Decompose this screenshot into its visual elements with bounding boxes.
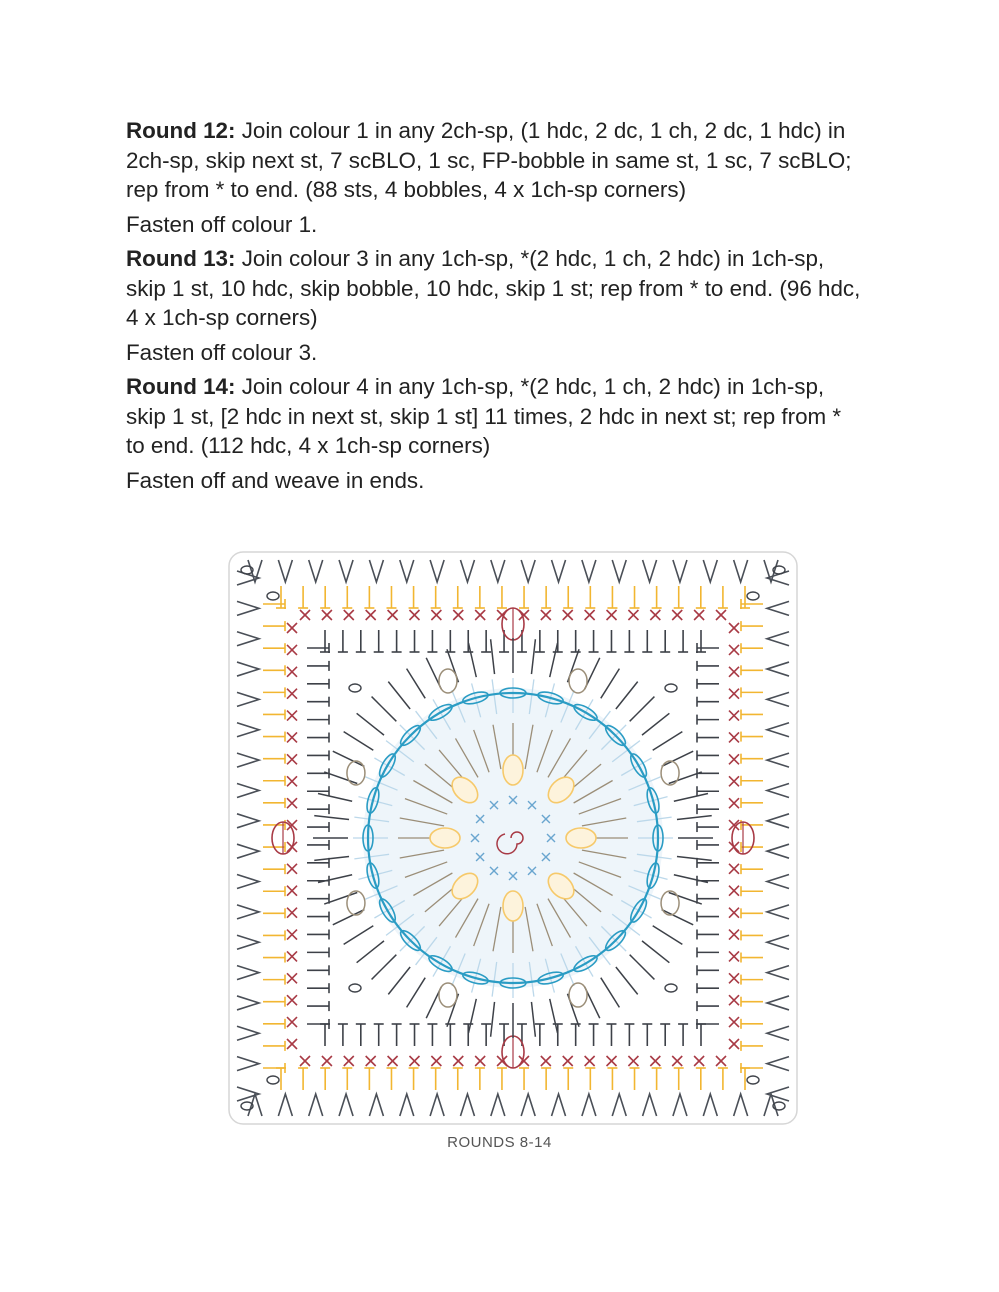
radial-stitch-outer [531, 1002, 535, 1037]
radial-stitch-outer [388, 967, 410, 994]
fasten-off-colour-3 [126, 338, 866, 368]
radial-stitch-outer [642, 713, 669, 735]
corner-chain [349, 684, 361, 692]
round-14-stitch [767, 966, 789, 980]
round-14-stitch [430, 1094, 444, 1116]
corner-chain [747, 1076, 759, 1084]
round-14-stitch [767, 662, 789, 676]
round-14-stitch [673, 1094, 687, 1116]
radial-stitch-outer [642, 941, 669, 963]
round-14-stitch [237, 692, 259, 706]
radial-stitch-outer [388, 682, 410, 709]
radial-stitch-outer [674, 793, 708, 801]
radial-stitch-outer [372, 697, 397, 722]
round-14-stitch [552, 560, 566, 582]
round-14-stitch [703, 1094, 717, 1116]
corner-chain [747, 592, 759, 600]
corner-chain [665, 984, 677, 992]
tan-bobble [661, 891, 679, 915]
radial-stitch-outer [318, 875, 352, 883]
round-14-stitch [734, 1094, 748, 1116]
radial-stitch-outer [653, 732, 683, 751]
radial-stitch-outer [333, 910, 365, 925]
radial-stitch-outer [531, 639, 535, 674]
round-13-text: Join colour 3 in any 1ch-sp, *(2 hdc, 1 ch, 2 hdc) in 1ch-sp, skip 1 st, 10 hdc, skip bobble, 10 hdc, skip 1 st; rep from * to end. (96 hdc, 4 x 1ch-sp corners) [126, 246, 861, 330]
fasten-off-colour-1-text: Fasten off colour 1. [126, 211, 318, 237]
round-14-stitch [309, 560, 323, 582]
round-14-stitch [339, 560, 353, 582]
diagram-caption: ROUNDS 8-14 [447, 1134, 552, 1151]
radial-stitch-outer [318, 793, 352, 801]
yellow-petal [503, 891, 523, 921]
round-13-label: Round 13: [126, 246, 236, 271]
radial-stitch-outer [468, 643, 476, 677]
radial-stitch-outer [407, 978, 426, 1008]
radial-stitch-outer [662, 751, 694, 766]
radial-stitch-outer [601, 669, 620, 699]
round-14-stitch [339, 1094, 353, 1116]
tan-bobble [439, 983, 457, 1007]
radial-stitch-outer [616, 967, 638, 994]
round-14-stitch [767, 844, 789, 858]
round-14-stitch [767, 935, 789, 949]
radial-stitch-outer [630, 697, 655, 722]
round-14-stitch [767, 783, 789, 797]
radial-stitch-outer [674, 875, 708, 883]
round-12-label: Round 12: [126, 118, 236, 143]
yellow-petal [566, 828, 596, 848]
round-14-stitch [767, 1026, 789, 1040]
round-14-stitch [491, 560, 505, 582]
tan-bobble [439, 669, 457, 693]
round-14-stitch [767, 875, 789, 889]
corner-chain [665, 684, 677, 692]
round-14-stitch [369, 1094, 383, 1116]
round-14-stitch [237, 632, 259, 646]
round-14-stitch [582, 1094, 596, 1116]
fasten-off-final [126, 466, 866, 496]
round-14-stitch [237, 966, 259, 980]
round-14-stitch [767, 753, 789, 767]
round-14-stitch [237, 723, 259, 737]
round-14-stitch [237, 601, 259, 615]
radial-stitch-outer [314, 856, 349, 860]
round-14-stitch [767, 601, 789, 615]
tan-bobble [569, 669, 587, 693]
round-12-paragraph [126, 116, 866, 205]
round-12-text: Join colour 1 in any 2ch-sp, (1 hdc, 2 dc, 1 ch, 2 dc, 1 hdc) in 2ch-sp, skip next st, 7 scBLO, 1 sc, FP-bobble in same st, 1 sc, 7 scBLO; rep from * to end. (88 sts, 4 bobbles, 4 x 1ch-sp corners) [126, 118, 852, 202]
radial-stitch-outer [662, 910, 694, 925]
crochet-chart-diagram [225, 548, 801, 1128]
corner-chain [349, 984, 361, 992]
round-14-stitch [430, 560, 444, 582]
round-14-stitch [767, 1057, 789, 1071]
round-14-stitch [767, 723, 789, 737]
yellow-petal [503, 755, 523, 785]
fasten-off-final-text: Fasten off and weave in ends. [126, 467, 425, 493]
round-14-stitch [237, 783, 259, 797]
radial-stitch-outer [550, 999, 558, 1033]
round-14-label: Round 14: [126, 374, 236, 399]
round-14-text: Join colour 4 in any 1ch-sp, *(2 hdc, 1 ch, 2 hdc) in 1ch-sp, skip 1 st, [2 hdc in next st, skip 1 st] 11 times, 2 hdc in next st; rep from * to end. (112 hdc, 4 x 1ch-sp corners) [126, 374, 842, 458]
tan-bobble [569, 983, 587, 1007]
round-14-stitch [237, 996, 259, 1010]
round-14-stitch [767, 692, 789, 706]
fasten-off-colour-1 [126, 210, 866, 240]
corner-chain [267, 1076, 279, 1084]
round-14-stitch [767, 814, 789, 828]
round-14-stitch [460, 560, 474, 582]
round-14-stitch [734, 560, 748, 582]
radial-stitch-outer [491, 1002, 495, 1037]
round-14-stitch [400, 1094, 414, 1116]
round-14-stitch [612, 1094, 626, 1116]
round-14-stitch [309, 1094, 323, 1116]
radial-stitch-outer [468, 999, 476, 1033]
round-14-stitch [521, 560, 535, 582]
round-14-stitch [491, 1094, 505, 1116]
radial-stitch-outer [344, 732, 374, 751]
radial-stitch-outer [630, 955, 655, 980]
round-14-stitch [237, 753, 259, 767]
radial-stitch-outer [677, 856, 712, 860]
radial-stitch-outer [491, 639, 495, 674]
yellow-petal [430, 828, 460, 848]
radial-stitch-outer [357, 713, 384, 735]
tan-bobble [347, 761, 365, 785]
radial-stitch-outer [333, 751, 365, 766]
pattern-instructions [126, 116, 866, 500]
round-14-paragraph [126, 372, 866, 461]
round-14-stitch [767, 996, 789, 1010]
radial-stitch-outer [677, 816, 712, 820]
round-14-stitch [237, 662, 259, 676]
round-14-stitch [521, 1094, 535, 1116]
round-14-stitch [237, 1057, 259, 1071]
corner-chain [267, 592, 279, 600]
round-14-stitch [237, 905, 259, 919]
radial-stitch-outer [407, 669, 426, 699]
round-14-stitch [767, 632, 789, 646]
radial-stitch-outer [344, 926, 374, 945]
radial-stitch-outer [314, 816, 349, 820]
radial-stitch-outer [601, 978, 620, 1008]
fasten-off-colour-3-text: Fasten off colour 3. [126, 339, 318, 365]
radial-stitch-outer [372, 955, 397, 980]
round-14-stitch [369, 560, 383, 582]
round-14-stitch [643, 560, 657, 582]
crochet-chart-svg [225, 548, 801, 1128]
radial-stitch-outer [653, 926, 683, 945]
round-14-stitch [703, 560, 717, 582]
round-14-stitch [582, 560, 596, 582]
round-14-stitch [237, 844, 259, 858]
round-14-stitch [237, 875, 259, 889]
round-14-stitch [643, 1094, 657, 1116]
round-14-stitch [612, 560, 626, 582]
radial-stitch-outer [616, 682, 638, 709]
round-14-stitch [552, 1094, 566, 1116]
round-14-stitch [237, 935, 259, 949]
round-14-stitch [673, 560, 687, 582]
round-14-stitch [278, 1094, 292, 1116]
round-13-paragraph [126, 244, 866, 333]
round-14-stitch [237, 814, 259, 828]
radial-stitch-outer [550, 643, 558, 677]
round-14-stitch [460, 1094, 474, 1116]
tan-bobble [661, 761, 679, 785]
tan-bobble [347, 891, 365, 915]
round-14-stitch [400, 560, 414, 582]
radial-stitch-outer [357, 941, 384, 963]
round-14-stitch [767, 905, 789, 919]
round-14-stitch [278, 560, 292, 582]
round-14-stitch [237, 1026, 259, 1040]
